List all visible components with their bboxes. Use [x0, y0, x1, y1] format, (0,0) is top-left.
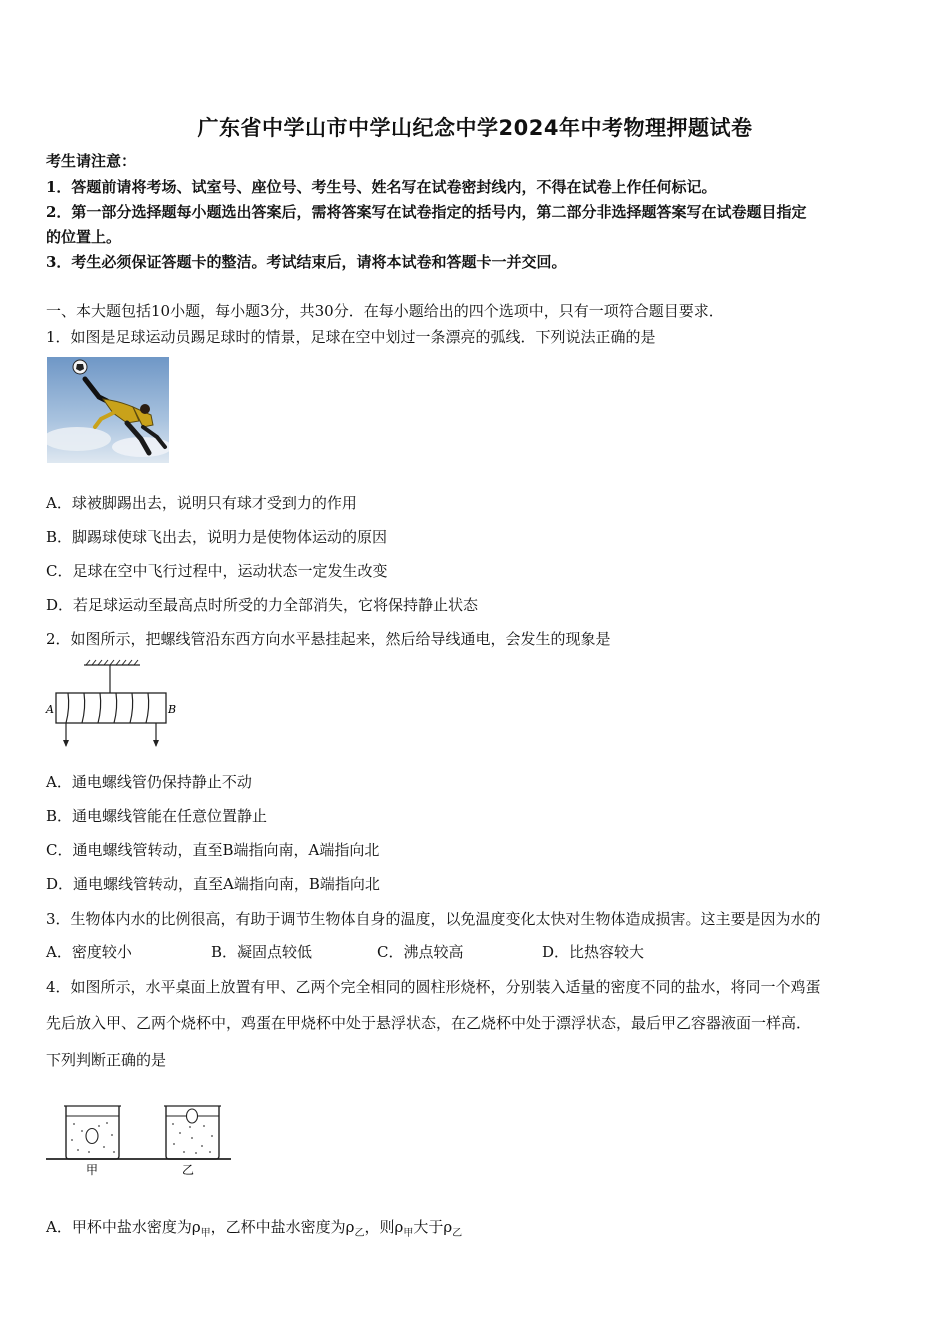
q4-option-a-prefix: A．甲杯中盐水密度为ρ: [46, 1218, 201, 1236]
q1-option-d: D．若足球运动至最高点时所受的力全部消失，它将保持静止状态: [46, 596, 479, 614]
beaker-jia: [64, 1106, 121, 1159]
q2-stem: 2．如图所示，把螺线管沿东西方向水平悬挂起来，然后给导线通电，会发生的现象是: [46, 630, 611, 648]
notice-item-3: 3．考生必须保证答题卡的整洁。考试结束后，请将本试卷和答题卡一并交回。: [46, 253, 567, 271]
q2-option-d: D．通电螺线管转动，直至A端指向南，B端指向北: [46, 875, 380, 893]
q3-stem: 3．生物体内水的比例很高，有助于调节生物体自身的温度，以免温度变化太快对生物体造成损害。这主要是因为水的: [46, 910, 821, 928]
q4-option-a: [46, 1217, 462, 1244]
rho-sub-yi-2: 乙: [452, 1228, 463, 1239]
beakers-diagram: [44, 1100, 234, 1180]
rho-sub-jia-2: 甲: [403, 1228, 414, 1239]
q2-option-c: C．通电螺线管转动，直至B端指向南，A端指向北: [46, 841, 380, 859]
q4-stem-line-3: 下列判断正确的是: [46, 1051, 167, 1069]
q2-option-a: A．通电螺线管仍保持静止不动: [46, 773, 252, 791]
q1-option-a: A．球被脚踢出去，说明只有球才受到力的作用: [46, 494, 357, 512]
q4-option-a-mid3: 大于ρ: [413, 1218, 453, 1236]
q3-option-c: C．沸点较高: [377, 943, 464, 961]
q1-option-c: C．足球在空中飞行过程中，运动状态一定发生改变: [46, 562, 388, 580]
q3-option-a: A．密度较小: [46, 943, 132, 961]
page-title: 广东省中学山市中学山纪念中学2024年中考物理押题试卷: [197, 116, 753, 140]
q4-option-a-mid2: ，则ρ: [364, 1218, 404, 1236]
q4-stem-line-2: 先后放入甲、乙两个烧杯中，鸡蛋在甲烧杯中处于悬浮状态，在乙烧杯中处于漂浮状态，最后甲乙容器液面一样高．: [46, 1014, 812, 1032]
football-photo: [47, 357, 169, 463]
beaker-yi-label: 乙: [182, 1163, 195, 1177]
q1-stem: 1．如图是足球运动员踢足球时的情景，足球在空中划过一条漂亮的弧线．下列说法正确的是: [46, 328, 656, 346]
q4-option-a-mid: ，乙杯中盐水密度为ρ: [210, 1218, 355, 1236]
beaker-jia-label: 甲: [86, 1163, 99, 1177]
q4-stem-line-1: 4．如图所示，水平桌面上放置有甲、乙两个完全相同的圆柱形烧杯，分别装入适量的密度不同的盐水，将同一个鸡蛋: [46, 978, 821, 996]
q3-option-d: D．比热容较大: [542, 943, 645, 961]
solenoid-label-b: B: [168, 703, 177, 716]
notice-item-2: 2．第一部分选择题每小题选出答案后，需将答案写在试卷指定的括号内，第二部分非选择题答案写在试卷题目指定: [46, 203, 807, 221]
solenoid-diagram: [44, 656, 184, 752]
beaker-yi: [164, 1106, 221, 1159]
rho-sub-jia: 甲: [200, 1228, 211, 1239]
notice-item-2-cont: 的位置上。: [46, 228, 122, 246]
q3-option-b: B．凝固点较低: [211, 943, 313, 961]
rho-sub-yi: 乙: [354, 1228, 365, 1239]
solenoid-label-a: A: [46, 703, 54, 716]
notice-heading: 考生请注意：: [46, 152, 137, 170]
section-header: 一、本大题包括10小题，每小题3分，共30分．在每小题给出的四个选项中，只有一项符合题目要求．: [46, 302, 724, 320]
q2-option-b: B．通电螺线管能在任意位置静止: [46, 807, 268, 825]
q1-option-b: B．脚踢球使球飞出去，说明力是使物体运动的原因: [46, 528, 388, 546]
notice-item-1: 1．答题前请将考场、试室号、座位号、考生号、姓名写在试卷密封线内，不得在试卷上作任何标记。: [46, 178, 717, 196]
